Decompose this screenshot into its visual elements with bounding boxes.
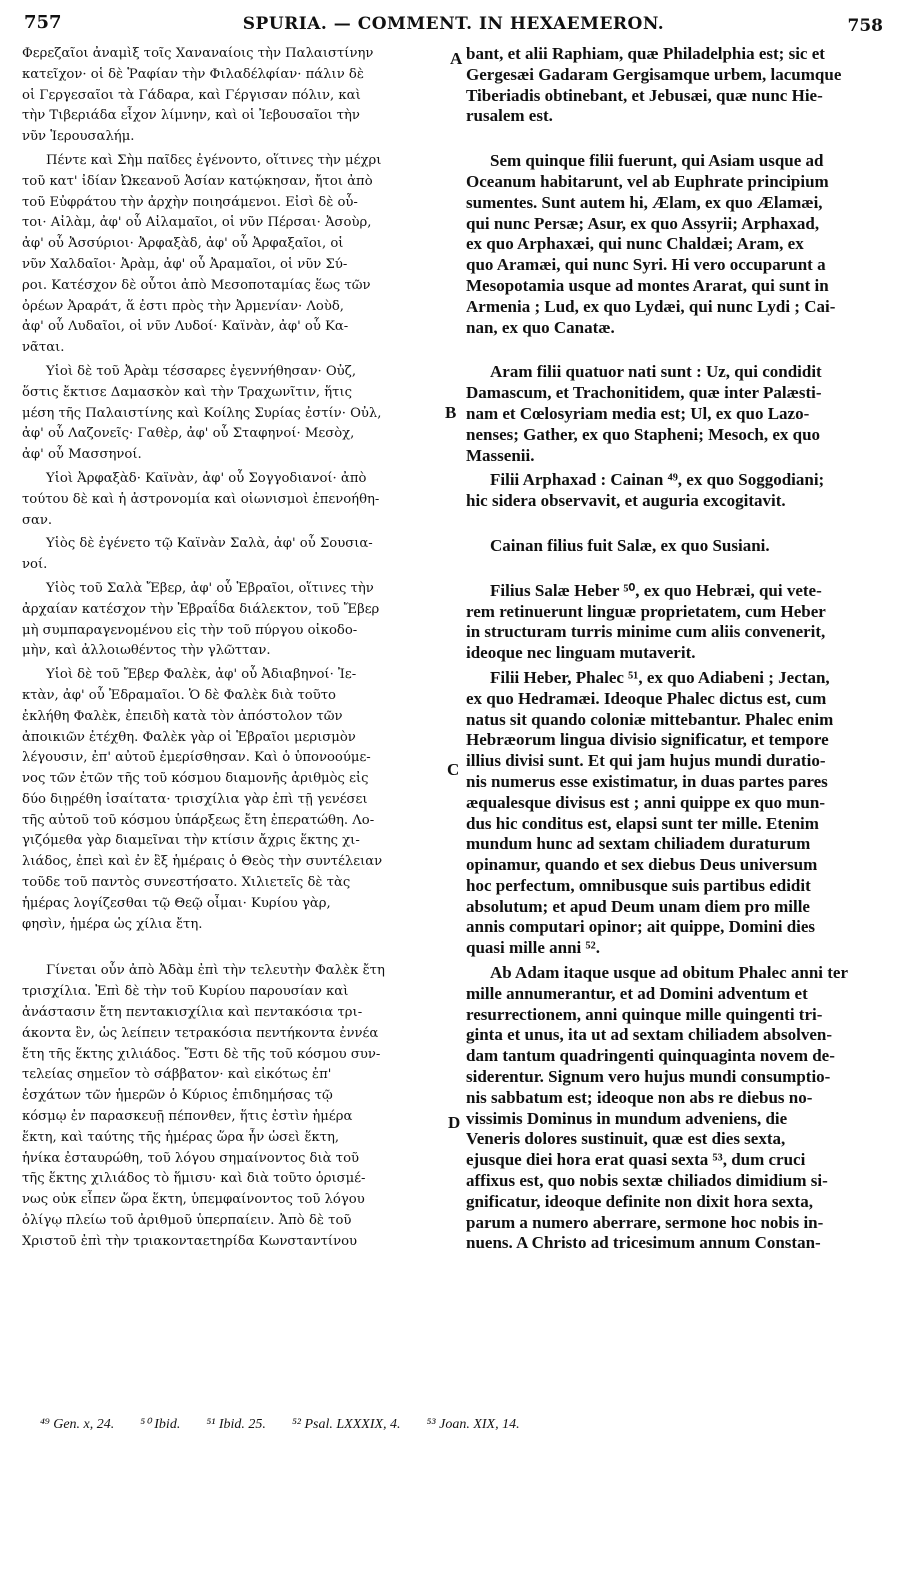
paragraph-gap (22, 935, 454, 961)
latin-text-line: sumentes. Sunt autem hi, Ælam, ex quo Ælamæi, (466, 192, 823, 212)
latin-text-line: Aram filii quatuor nati sunt : Uz, qui condidit (490, 362, 822, 382)
latin-text-line: dam tantum quadringenti quinquaginta novem de- (466, 1046, 835, 1066)
latin-text-line: Filii Heber, Phalec ⁵¹, ex quo Adiabeni ; Jectan, (490, 667, 830, 687)
latin-text-line: rusalem est. (466, 106, 553, 126)
latin-text-line: affixus est, quo nobis sextæ chiliados dimidium si- (466, 1171, 828, 1191)
greek-text-line: ἐκλήθη Φαλὲκ, ἐπειδὴ κατὰ τὸν ἀπόστολον τῶν (22, 708, 343, 724)
greek-text-line: μέση τῆς Παλαιστίνης καὶ Κοίλης Συρίας ἐστίν· Οὐλ, (22, 405, 382, 421)
greek-text-line: ἔτη τῆς ἕκτης χιλιάδος. Ἔστι δὲ τῆς τοῦ κόσμου συν- (22, 1046, 381, 1062)
greek-paragraph (22, 44, 454, 148)
latin-text-line: gnificatur, ideoque definite non dixit hora sexta, (466, 1191, 813, 1211)
latin-text-line: dus hic conditus est, elapsi sunt ter mille. Etenim (466, 813, 819, 833)
margin-marker-d: D (448, 1113, 461, 1132)
latin-text-line: Massenii. (466, 445, 535, 465)
latin-text-line: æqualesque divisus est ; anni quippe ex quo mun- (466, 792, 826, 812)
margin-marker-c: C (447, 760, 460, 779)
latin-text-line: nuens. A Christo ad tricesimum annum Constan- (466, 1233, 821, 1253)
latin-paragraph (466, 963, 890, 1254)
greek-text-line: γιζόμεθα γὰρ διαμεῖναι τὴν κτίσιν ἄχρις ἕκτης χι- (22, 833, 360, 849)
greek-text-line: Γίνεται οὖν ἀπὸ Ἀδὰμ ἐπὶ τὴν τελευτὴν Φαλὲκ ἔτη (46, 963, 385, 979)
latin-text-line: Ab Adam itaque usque ad obitum Phalec anni ter (490, 963, 848, 983)
greek-paragraph (22, 665, 454, 935)
latin-paragraph (466, 44, 890, 127)
latin-text-line: natus sit quando coloniæ mittebantur. Phalec enim (466, 709, 834, 729)
greek-text-line: τοι· Αἰλὰμ, ἀφ' οὗ Αἰλαμαῖοι, οἱ νῦν Πέρσαι· Ἀσοὺρ, (22, 215, 372, 231)
latin-text-line: Filii Arphaxad : Cainan ⁴⁹, ex quo Soggodiani; (490, 470, 825, 490)
latin-text-line: resurrectionem, anni quinque mille quingenti tri- (466, 1004, 823, 1024)
latin-paragraph (466, 151, 890, 338)
latin-text-line: hoc perfectum, omnibusque suis partibus edidit (466, 875, 811, 895)
footnote: ⁵³ Joan. XIX, 14. (426, 1417, 520, 1432)
footnote: ⁴⁹ Gen. x, 24. (40, 1417, 115, 1432)
greek-text-line: ἀφ' οὗ Λυδαῖοι, οἱ νῦν Λυδοί· Καϊνὰν, ἀφ' οὗ Κα- (22, 319, 349, 335)
paragraph-gap (466, 127, 890, 151)
paragraph-gap (466, 512, 890, 536)
greek-text-line: δύο διῃρέθη ἰσαίτατα· τρισχίλια γὰρ ἐπὶ τῇ γενέσει (22, 791, 368, 807)
greek-paragraph (22, 469, 454, 531)
latin-text-line: bant, et alii Raphiam, quæ Philadelphia est; sic et (466, 44, 825, 63)
running-header (0, 8, 907, 38)
latin-text-line: mille annumerantur, et ad Domini adventum et (466, 983, 808, 1003)
greek-text-line: μὴν, καὶ ἀλλοιωθέντος τὴν γλῶτταν. (22, 643, 271, 659)
greek-text-line: τῆς ἕκτης χιλιάδος τὸ ἥμισυ· καὶ διὰ τοῦτο ὁρισμέ- (22, 1171, 366, 1187)
greek-text-line: ἀφ' οὗ Ἀσσύριοι· Ἀρφαξὰδ, ἀφ' οὗ Ἀρφαξαῖοι, οἱ (22, 236, 344, 252)
latin-text-line: Sem quinque filii fuerunt, qui Asiam usque ad (490, 151, 824, 171)
latin-text-line: Oceanum habitarunt, vel ab Euphrate principium (466, 171, 829, 191)
greek-text-line: κατεῖχον· οἱ δὲ Ῥαφίαν τὴν Φιλαδέλφίαν· πάλιν δὲ (22, 66, 364, 82)
latin-text-line: quo Aramæi, qui nunc Syri. Hi vero occuparunt a (466, 255, 826, 275)
greek-text-line: νοί. (22, 557, 48, 573)
greek-text-line: Υἱοὶ δὲ τοῦ Ἔβερ Φαλὲκ, ἀφ' οὗ Ἀδιαβηνοί· Ἰε- (46, 667, 357, 683)
greek-paragraph (22, 151, 454, 359)
latin-text-line: annis computari opinor; ait quippe, Domini dies (466, 917, 816, 937)
footnote: ⁵¹ Ibid. 25. (206, 1417, 266, 1432)
greek-text-line: ἀφ' οὗ Λαζονεῖς· Γαθὲρ, ἀφ' οὗ Σταφηνοί· Μεσὸχ, (22, 426, 355, 442)
greek-paragraph (22, 961, 454, 1252)
running-title: SPURIA. — COMMENT. IN HEXAEMERON. (242, 14, 665, 34)
footnotes (40, 1416, 880, 1433)
latin-paragraph (466, 581, 890, 664)
latin-paragraph (466, 470, 890, 512)
greek-text-line: ἀνάστασιν ἔτη πεντακισχίλια καὶ πεντακόσια τρι- (22, 1005, 363, 1021)
greek-text-line: κόσμῳ ἐν παρασκευῇ πέπονθεν, ἥτις ἐστὶν ἡμέρα (22, 1109, 353, 1125)
paragraph-gap (466, 338, 890, 362)
latin-text-line: parum a numero aberrare, sermone hoc nobis in- (466, 1212, 824, 1232)
latin-text-line: hic sidera observavit, et auguria excogitavit. (466, 491, 786, 511)
latin-text-line: siderentur. Signum vero hujus mundi consumptio- (466, 1067, 831, 1087)
latin-text-line: nam et Cœlosyriam media est; Ul, ex quo Lazo- (466, 403, 810, 423)
greek-text-line: ἀποικιῶν ἐτέχθη. Φαλὲκ γὰρ οἱ Ἑβραῖοι μερισμὸν (22, 729, 356, 745)
greek-text-line: ὀλίγῳ πλείω τοῦ ἀριθμοῦ ὑπερπαίειν. Ἀπὸ δὲ τοῦ (22, 1213, 352, 1229)
greek-text-line: ροι. Κατέσχον δὲ οὗτοι ἀπὸ Μεσοποταμίας ἕως τῶν (22, 277, 371, 293)
footnote: ⁵⁰ Ibid. (140, 1417, 181, 1432)
latin-text-line: nenses; Gather, ex quo Stapheni; Mesoch, ex quo (466, 424, 821, 444)
greek-paragraph (22, 579, 454, 662)
latin-text-line: Filius Salæ Heber ⁵⁰, ex quo Hebræi, qui vete- (490, 580, 822, 600)
latin-text-line: rem retinuerunt linguæ proprietatem, cum Heber (466, 601, 826, 621)
greek-text-line: τελείας σημεῖον τὸ σάββατον· καὶ εἰκότως ἐπ' (22, 1067, 332, 1083)
margin-marker-b: B (445, 403, 457, 422)
greek-column (22, 44, 457, 1253)
latin-paragraph (466, 536, 890, 557)
page-number-right: 758 (847, 16, 883, 36)
greek-text-line: σαν. (22, 512, 53, 528)
latin-text-line: ex quo Hedramæi. Ideoque Phalec dictus est, cum (466, 688, 827, 708)
greek-text-line: τῆς αὐτοῦ τοῦ κόσμου ὑπάρξεως ἔτη ἐπερατώθη. Λο- (22, 812, 375, 828)
greek-text-line: Πέντε καὶ Σὴμ παῖδες ἐγένοντο, οἵτινες τὴν μέχρι (46, 152, 382, 168)
greek-text-line: λιάδος, ἐπεὶ καὶ ἐν ἓξ ἡμέραις ὁ Θεὸς τὴν συντέλειαν (22, 854, 383, 870)
greek-text-line: τρισχίλια. Ἐπὶ δὲ τὴν τοῦ Κυρίου παρουσίαν καὶ (22, 984, 349, 1000)
latin-text-line: vissimis Dominus in mundum adveniens, die (466, 1108, 788, 1128)
greek-text-line: Υἱὸς τοῦ Σαλὰ Ἔβερ, ἀφ' οὗ Ἑβραῖοι, οἵτινες τὴν (46, 580, 374, 596)
greek-text-line: τοῦ Εὐφράτου τὴν ἀρχὴν ποιησάμενοι. Εἰσὶ δὲ οὗ- (22, 194, 358, 210)
latin-text-line: Damascum, et Trachonitidem, quæ inter Palæsti- (466, 383, 822, 403)
footnote: ⁵² Psal. LXXXIX, 4. (291, 1417, 401, 1432)
latin-text-line: ideoque nec linguam mutaverit. (466, 643, 696, 663)
latin-text-line: Armenia ; Lud, ex quo Lydæi, qui nunc Lydi ; Cai- (466, 296, 836, 316)
latin-text-line: absolutum; et apud Deum unam diem pro mille (466, 896, 810, 916)
margin-marker-a: A (450, 49, 463, 68)
greek-text-line: άκοντα ἓν, ὡς λείπειν τετρακόσια πεντήκοντα ἐννέα (22, 1025, 379, 1041)
greek-paragraph (22, 362, 457, 466)
greek-text-line: τοῦδε τοῦ παντὸς συνεστήσατο. Χιλιετεῖς δὲ τὰς (22, 875, 351, 891)
latin-text-line: Tiberiadis obtinebant, et Jebusæi, quæ nunc Hie- (466, 85, 823, 105)
greek-text-line: νᾶται. (22, 340, 65, 356)
latin-text-line: mundum hunc ad sextam chiliadem duraturum (466, 834, 811, 854)
latin-text-line: Gergesæi Gadaram Gergisamque urbem, lacumque (466, 64, 842, 84)
greek-paragraph (22, 534, 454, 576)
greek-text-line: ἕκτη, καὶ ταύτης τῆς ἡμέρας ὥρα ἦν ὡσεὶ ἕκτη, (22, 1129, 340, 1145)
latin-column (466, 44, 890, 1254)
greek-text-line: ἐσχάτων τῶν ἡμερῶν ὁ Κύριος ἐπιδημήσας τῷ (22, 1088, 333, 1104)
latin-text-line: Cainan filius fuit Salæ, ex quo Susiani. (490, 535, 770, 555)
greek-text-line: ἡμέρας λογίζεσθαι τῷ Θεῷ οἶμαι· Κυρίου γὰρ, (22, 895, 331, 911)
greek-text-line: τούτου δὲ καὶ ἡ ἀστρονομία καὶ οἰωνισμοὶ ἐπενοήθη- (22, 491, 380, 507)
greek-text-line: Φερεζαῖοι ἀναμὶξ τοῖς Χαναναίοις τὴν Παλαιστίνην (22, 46, 374, 61)
greek-text-line: ἀφ' οὗ Μασσηνοί. (22, 447, 142, 463)
paragraph-gap (466, 557, 890, 581)
greek-text-line: Υἱοὶ Ἀρφαξὰδ· Καϊνὰν, ἀφ' οὗ Σογγοδιανοί· ἀπὸ (46, 470, 367, 486)
greek-text-line: ἡνίκα ἐσταυρώθη, τοῦ λόγου σημαίνοντος διὰ τοῦ (22, 1150, 360, 1166)
greek-text-line: τὴν Τιβεριάδα εἶχον λίμνην, καὶ οἱ Ἰεβουσαῖοι τὴν (22, 108, 360, 124)
greek-text-line: ἀρχαίαν κατέσχον τὴν Ἑβραΐδα διάλεκτον, τοῦ Ἔβερ (22, 601, 380, 617)
latin-text-line: Hebræorum lingua divisio significatur, et tempore (466, 730, 829, 750)
greek-text-line: νως οὐκ εἶπεν ὥρα ἕκτη, ὑπεμφαίνοντος τοῦ λόγου (22, 1192, 365, 1208)
latin-text-line: nis numerus esse existimatur, in duas partes pares (466, 771, 828, 791)
latin-paragraph (466, 668, 890, 959)
latin-text-line: nan, ex quo Canatæ. (466, 317, 615, 337)
greek-text-line: οἱ Γεργεσαῖοι τὰ Γάδαρα, καὶ Γέργισαν πόλιν, καὶ (22, 87, 361, 103)
greek-text-line: ὅστις ἔκτισε Δαμασκὸν καὶ τὴν Τραχωνῖτιν, ἥτις (22, 384, 353, 400)
latin-text-line: quasi mille anni ⁵². (466, 938, 600, 958)
greek-text-line: Χριστοῦ ἐπὶ τὴν τριακονταετηρίδα Κωνσταντίνου (22, 1233, 358, 1249)
latin-text-line: illius divisi sunt. Et qui jam hujus mundi duratio- (466, 751, 826, 771)
greek-text-line: κτὰν, ἀφ' οὗ Ἐδραμαῖοι. Ὁ δὲ Φαλὲκ διὰ τοῦτο (22, 687, 336, 703)
greek-text-line: νῦν Χαλδαῖοι· Ἀρὰμ, ἀφ' οὗ Ἀραμαῖοι, οἱ νῦν Σύ- (22, 256, 348, 272)
latin-text-line: ejusque diei hora erat quasi sexta ⁵³, dum cruci (466, 1150, 806, 1170)
latin-text-line: opinamur, quando et sex diebus Deus universum (466, 855, 818, 875)
greek-text-line: μὴ συμπαραγενομένου εἰς τὴν τοῦ πύργου οἰκοδο- (22, 622, 358, 638)
latin-text-line: Mesopotamia usque ad montes Ararat, qui sunt in (466, 275, 829, 295)
page-number-left: 757 (24, 12, 62, 33)
greek-text-line: Υἱοὶ δὲ τοῦ Ἀρὰμ τέσσαρες ἐγεννήθησαν· Οὐζ, (46, 363, 357, 379)
latin-paragraph (466, 362, 890, 466)
greek-text-line: φησὶν, ἡμέρα ὡς χίλια ἔτη. (22, 916, 203, 932)
greek-text-line: τοῦ κατ' ἰδίαν Ὠκεανοῦ Ἀσίαν κατῴκησαν, ἤτοι ἀπὸ (22, 173, 373, 189)
latin-text-line: Veneris dolores sustinuit, quæ est dies sexta, (466, 1129, 786, 1149)
latin-text-line: in structuram turris minime cum aliis convenerit, (466, 622, 826, 642)
greek-text-line: ὀρέων Ἀραράτ, ἅ ἐστι πρὸς τὴν Ἀρμενίαν· Λοὺδ, (22, 298, 344, 314)
greek-text-line: λέγουσιν, ἐπ' αὐτοῦ ἐμερίσθησαν. Καὶ ὁ ὑπονοούμε- (22, 750, 371, 766)
greek-text-line: νος τῶν ἐτῶν τῆς τοῦ κόσμου διαμονῆς ἀριθμὸς εἰς (22, 771, 369, 787)
greek-text-line: Υἱὸς δὲ ἐγένετο τῷ Καϊνὰν Σαλὰ, ἀφ' οὗ Σουσια- (46, 536, 373, 552)
latin-text-line: nis sabbatum est; ideoque non abs re diebus no- (466, 1087, 813, 1107)
latin-text-line: qui nunc Persæ; Asur, ex quo Assyrii; Arphaxad, (466, 213, 820, 233)
greek-text-line: νῦν Ἱερουσαλήμ. (22, 129, 135, 145)
latin-text-line: ex quo Arphaxæi, qui nunc Chaldæi; Aram, ex (466, 234, 804, 254)
latin-text-line: ginta et unus, ita ut ad sextam chiliadem absolven- (466, 1025, 832, 1045)
